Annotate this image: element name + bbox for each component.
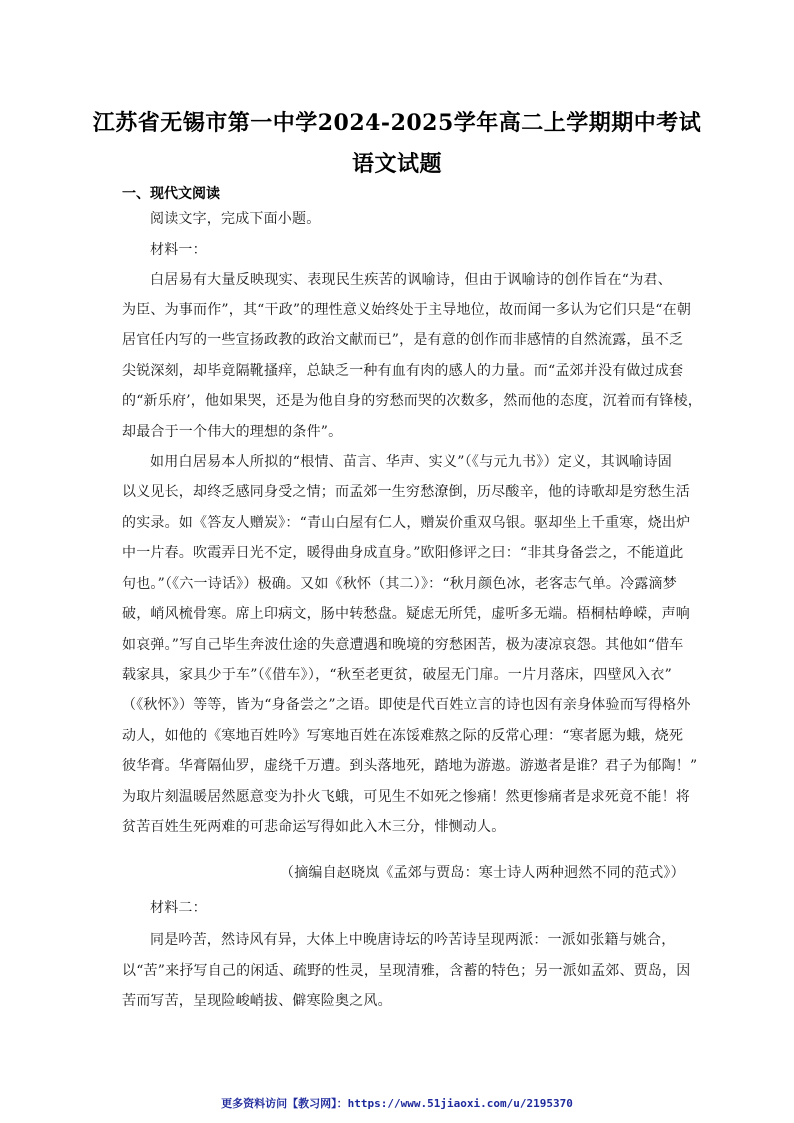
material1-line: （《秋怀》）等等，皆为“身备尝之”之语。即使是代百姓立言的诗也因有亲身体验而写得格外 xyxy=(122,697,691,713)
material1-line: 贫苦百姓生死两难的可悲命运写得如此入木三分，悱恻动人。 xyxy=(122,819,506,835)
material2-line: 苦而写苦，呈现险峻峭拔、僻寒险奥之风。 xyxy=(122,993,392,1009)
material1-source: （摘编自赵晓岚《孟郊与贾岛：寒士诗人两种迥然不同的范式》） xyxy=(280,865,685,881)
document-title: 江苏省无锡市第一中学2024-2025学年高二上学期期中考试 xyxy=(92,110,702,136)
footer-link[interactable]: 更多资料访问【教习网】：https://www.51jiaoxi.com/u/2195370 xyxy=(221,1097,573,1110)
material1-line: 却最合于一个伟大的理想的条件”。 xyxy=(122,424,343,440)
material1-line: 彼华膏。华膏隔仙罗，虚绕千万遭。到头落地死，踏地为游遨。游遨者是谁？君子为郁陶！” xyxy=(122,758,698,774)
material1-line: 以义见长，却终乏感同身受之情；而孟郊一生穷愁潦倒，历尽酸辛，他的诗歌却是穷愁生活 xyxy=(122,484,690,500)
material1-line: 载家具，家具少于车”（《借车》），“秋至老更贫，破屋无门扉。一片月落床，四壁风入衣” xyxy=(122,667,672,683)
material1-line: 的“新乐府’，他如果哭，还是为他自身的穷愁而哭的次数多，然而他的态度，沉着而有锋棱， xyxy=(122,393,703,409)
document-subtitle: 语文试题 xyxy=(351,151,442,177)
material1-line: 动人，如他的《寒地百姓吟》写寒地百姓在冻馁难熬之际的反常心理：“寒者愿为蛾，烧死 xyxy=(122,728,684,744)
material2-label: 材料二： xyxy=(150,900,207,916)
material2-line: 以“苦”来抒写自己的闲适、疏野的性灵，呈现清雅，含蓄的特色；另一派如孟郊、贾岛，因 xyxy=(122,963,691,979)
material1-line: 如哀弹。”写自己毕生奔波仕途的失意遭遇和晚境的穷愁困苦，极为凄凉哀怨。其他如“借车 xyxy=(122,637,684,653)
material1-line: 破，峭风梳骨寒。席上印病文，肠中转愁盘。疑虑无所凭，虚听多无端。梧桐枯峥嵘，声响 xyxy=(122,606,690,622)
material1-line: 中一片春。吹霞弄日光不定，暖得曲身成直身。”欧阳修评之曰：“非其身备尝之，不能道此 xyxy=(122,545,684,561)
material1-line: 居官任内写的一些宣扬政教的政治文献而已”，是有意的创作而非感情的自然流露，虽不乏 xyxy=(122,332,684,348)
material1-label: 材料一： xyxy=(150,242,207,258)
material1-line: 的实录。如《答友人赠炭》：“青山白屋有仁人，赠炭价重双乌银。驱却坐上千重寒，烧出炉 xyxy=(122,515,691,531)
material1-line: 为臣、为事而作”，其“干政”的理性意义始终处于主导地位，故而闻一多认为它们只是“在朝 xyxy=(122,302,692,318)
material1-line: 如用白居易本人所拟的“根情、苗言、华声、实义”（《与元九书》）定义，其讽喻诗固 xyxy=(150,454,672,470)
instruction-text: 阅读文字，完成下面小题。 xyxy=(150,211,321,227)
material2-line: 同是吟苦，然诗风有异，大体上中晚唐诗坛的吟苦诗呈现两派：一派如张籍与姚合， xyxy=(150,932,676,948)
section-heading: 一、现代文阅读 xyxy=(122,186,220,202)
material1-line: 为取片刻温暖居然愿意变为扑火飞蛾，可见生不如死之惨痛！然更惨痛者是求死竟不能！将 xyxy=(122,789,690,805)
material1-line: 白居易有大量反映现实、表现民生疾苦的讽喻诗，但由于讽喻诗的创作旨在“为君、 xyxy=(150,272,672,288)
material1-line: 尖锐深刻，却毕竟隔靴搔痒，总缺乏一种有血有肉的感人的力量。而“孟郊并没有做过成套 xyxy=(122,363,684,379)
material1-line: 句也。”（《六一诗话》）极确。又如《秋怀（其二）》：“秋月颜色冰，老客志气单。冷露滴梦 xyxy=(122,576,677,592)
